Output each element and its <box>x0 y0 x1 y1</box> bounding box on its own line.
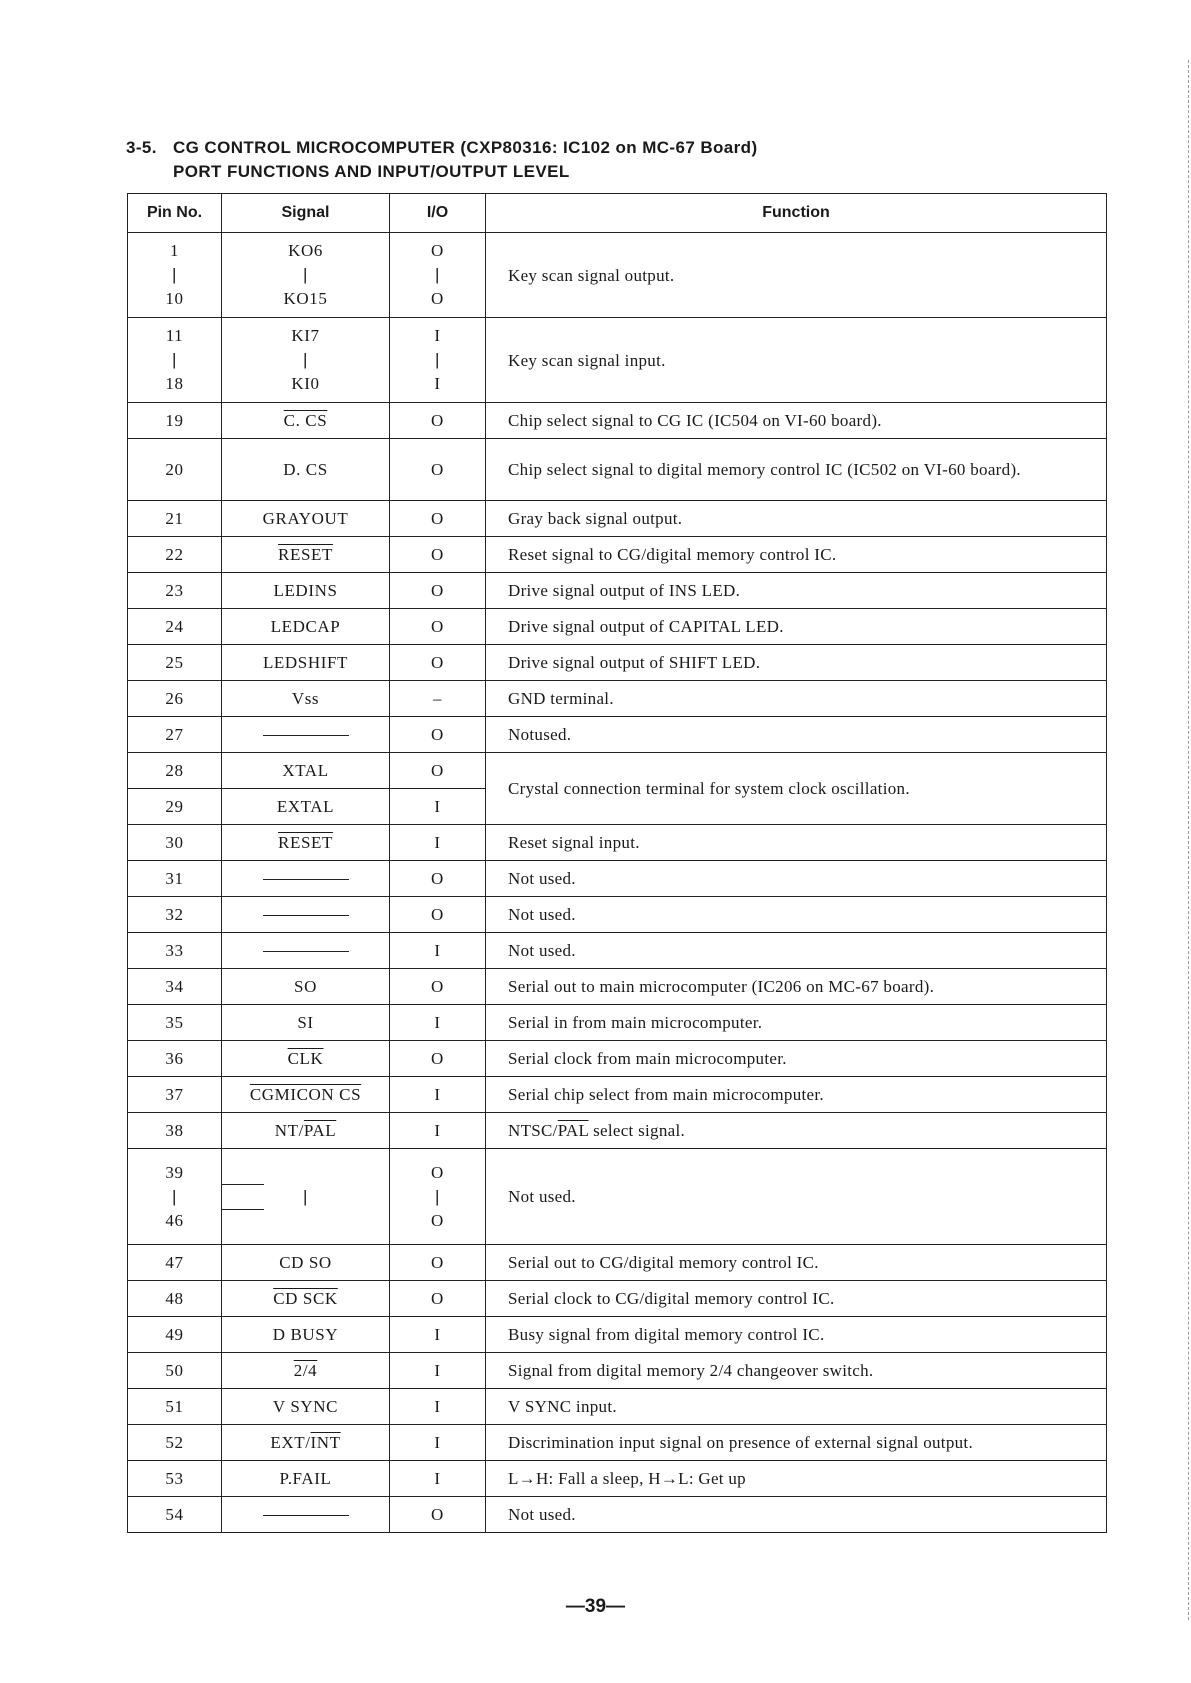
function-cell: Drive signal output of INS LED. <box>486 573 1107 609</box>
io-cell: I | I <box>390 318 486 403</box>
signal-cell: $\overline{CLK}$ <box>222 1041 390 1077</box>
function-cell: Serial chip select from main microcomputer. <box>486 1077 1107 1113</box>
signal-cell: CD SCK <box>222 1281 390 1317</box>
table-row <box>128 1425 1107 1461</box>
function-cell: Not used. <box>486 897 1107 933</box>
pin-cell: 31 <box>128 861 222 897</box>
function-cell: Reset signal to CG/digital memory control IC. <box>486 537 1107 573</box>
table-row <box>128 645 1107 681</box>
function-cell: Not used. <box>486 933 1107 969</box>
pin-cell: 51 <box>128 1389 222 1425</box>
pin-cell: 26 <box>128 681 222 717</box>
signal-cell: RESET <box>222 537 390 573</box>
signal-cell: XTAL <box>222 753 390 789</box>
pin-cell: 50 <box>128 1353 222 1389</box>
io-cell: I <box>390 1077 486 1113</box>
io-cell: O <box>390 609 486 645</box>
page-number: —39— <box>565 1596 626 1617</box>
pin-cell: 35 <box>128 1005 222 1041</box>
signal-cell: V SYNC <box>222 1389 390 1425</box>
pin-cell: 48 <box>128 1281 222 1317</box>
col-header-pin: Pin No. <box>128 194 222 233</box>
table-row <box>128 501 1107 537</box>
function-cell: V SYNC input. <box>486 1389 1107 1425</box>
unused-signal-dash <box>263 1515 349 1516</box>
col-header-signal: Signal <box>222 194 390 233</box>
function-cell: Crystal connection terminal for system clock oscillation. <box>486 753 1107 825</box>
function-cell: Serial in from main microcomputer. <box>486 1005 1107 1041</box>
table-row <box>128 1113 1107 1149</box>
section-heading <box>126 136 758 184</box>
section-number: 3-5. <box>126 138 157 157</box>
signal-cell: C. CS <box>222 403 390 439</box>
io-cell: O <box>390 645 486 681</box>
io-cell: O <box>390 753 486 789</box>
table-row <box>128 1149 1107 1245</box>
function-cell: Chip select signal to digital memory control IC (IC502 on VI-60 board). <box>486 439 1107 501</box>
io-cell: O <box>390 1497 486 1533</box>
pin-cell: 28 <box>128 753 222 789</box>
pin-cell: 29 <box>128 789 222 825</box>
table-row <box>128 1497 1107 1533</box>
io-cell: O <box>390 439 486 501</box>
table-row <box>128 609 1107 645</box>
unused-signal-dash <box>222 1209 264 1210</box>
pin-cell: 1 | 10 <box>128 233 222 318</box>
signal-cell: Vss <box>222 681 390 717</box>
function-cell: NTSC/$\overline{PAL}$ select signal. <box>486 1113 1107 1149</box>
io-cell: O <box>390 1041 486 1077</box>
signal-cell: KO6 | KO15 <box>222 233 390 318</box>
pin-cell: 47 <box>128 1245 222 1281</box>
function-cell: Busy signal from digital memory control IC. <box>486 1317 1107 1353</box>
io-cell: O <box>390 969 486 1005</box>
pin-cell: 39 | 46 <box>128 1149 222 1245</box>
function-cell: Drive signal output of CAPITAL LED. <box>486 609 1107 645</box>
signal-cell: KI7 | KI0 <box>222 318 390 403</box>
signal-cell: | <box>222 1149 390 1245</box>
io-cell: I <box>390 1353 486 1389</box>
pin-cell: 37 <box>128 1077 222 1113</box>
table-row <box>128 1245 1107 1281</box>
signal-cell <box>222 897 390 933</box>
function-cell: Gray back signal output. <box>486 501 1107 537</box>
pin-cell: 53 <box>128 1461 222 1497</box>
table-header-row <box>128 194 1107 233</box>
pin-cell: 36 <box>128 1041 222 1077</box>
table-row <box>128 573 1107 609</box>
table-row <box>128 897 1107 933</box>
io-cell: I <box>390 789 486 825</box>
table-row <box>128 403 1107 439</box>
col-header-function: Function <box>486 194 1107 233</box>
pin-cell: 49 <box>128 1317 222 1353</box>
io-cell: O <box>390 573 486 609</box>
table-row <box>128 681 1107 717</box>
table-row <box>128 233 1107 318</box>
function-cell: GND terminal. <box>486 681 1107 717</box>
table-row <box>128 1077 1107 1113</box>
io-cell: I <box>390 1317 486 1353</box>
io-cell: O <box>390 861 486 897</box>
io-cell: – <box>390 681 486 717</box>
col-header-io: I/O <box>390 194 486 233</box>
pin-cell: 27 <box>128 717 222 753</box>
io-cell: O <box>390 1245 486 1281</box>
io-cell: I <box>390 1461 486 1497</box>
signal-cell: LEDSHIFT <box>222 645 390 681</box>
pin-cell: 33 <box>128 933 222 969</box>
io-cell: O <box>390 717 486 753</box>
signal-cell: P.FAIL <box>222 1461 390 1497</box>
signal-cell: LEDINS <box>222 573 390 609</box>
pin-cell: 25 <box>128 645 222 681</box>
signal-cell <box>222 717 390 753</box>
unused-signal-dash <box>263 735 349 736</box>
pin-cell: 38 <box>128 1113 222 1149</box>
table-row <box>128 825 1107 861</box>
signal-cell: RESET <box>222 825 390 861</box>
table-row <box>128 969 1107 1005</box>
signal-cell: SI <box>222 1005 390 1041</box>
table-row <box>128 1317 1107 1353</box>
function-cell: Not used. <box>486 861 1107 897</box>
pin-cell: 24 <box>128 609 222 645</box>
function-cell: L→H: Fall a sleep, H→L: Get up <box>486 1461 1107 1497</box>
table-row <box>128 1461 1107 1497</box>
function-cell: Not used. <box>486 1497 1107 1533</box>
io-cell: I <box>390 1005 486 1041</box>
table-row <box>128 717 1107 753</box>
signal-cell: EXT/$\overline{INT}$ <box>222 1425 390 1461</box>
io-cell: O <box>390 501 486 537</box>
signal-cell <box>222 861 390 897</box>
signal-cell: 2/4 <box>222 1353 390 1389</box>
section-subtitle: PORT FUNCTIONS AND INPUT/OUTPUT LEVEL <box>173 162 570 181</box>
table-row <box>128 439 1107 501</box>
unused-signal-dash <box>263 879 349 880</box>
pin-cell: 32 <box>128 897 222 933</box>
pin-cell: 52 <box>128 1425 222 1461</box>
signal-cell: GRAYOUT <box>222 501 390 537</box>
signal-cell: $NT/\overline{PAL}$ <box>222 1113 390 1149</box>
table-row <box>128 1005 1107 1041</box>
io-cell: O <box>390 537 486 573</box>
pin-cell: 22 <box>128 537 222 573</box>
signal-cell: D. CS <box>222 439 390 501</box>
pin-cell: 54 <box>128 1497 222 1533</box>
pin-cell: 34 <box>128 969 222 1005</box>
table-row <box>128 1389 1107 1425</box>
io-cell: I <box>390 825 486 861</box>
io-cell: I <box>390 1425 486 1461</box>
io-cell: I <box>390 933 486 969</box>
pin-cell: 21 <box>128 501 222 537</box>
io-cell: I <box>390 1389 486 1425</box>
page-edge-marks <box>1188 60 1189 1620</box>
pin-cell: 20 <box>128 439 222 501</box>
function-cell: Serial out to main microcomputer (IC206 on MC-67 board). <box>486 969 1107 1005</box>
table-row <box>128 861 1107 897</box>
function-cell: Drive signal output of SHIFT LED. <box>486 645 1107 681</box>
function-cell: Chip select signal to CG IC (IC504 on VI-60 board). <box>486 403 1107 439</box>
io-cell: O <box>390 897 486 933</box>
function-cell: Signal from digital memory 2/4 changeover switch. <box>486 1353 1107 1389</box>
io-cell: O <box>390 403 486 439</box>
signal-cell: EXTAL <box>222 789 390 825</box>
pin-cell: 23 <box>128 573 222 609</box>
signal-cell: CGMICON CS <box>222 1077 390 1113</box>
port-functions-table <box>127 193 1107 1533</box>
function-cell: Serial out to CG/digital memory control IC. <box>486 1245 1107 1281</box>
table-row <box>128 933 1107 969</box>
pin-cell: 11 | 18 <box>128 318 222 403</box>
table-row <box>128 537 1107 573</box>
unused-signal-dash <box>263 915 349 916</box>
signal-cell: LEDCAP <box>222 609 390 645</box>
function-cell: Serial clock from main microcomputer. <box>486 1041 1107 1077</box>
function-cell: Discrimination input signal on presence of external signal output. <box>486 1425 1107 1461</box>
signal-cell <box>222 1497 390 1533</box>
pin-cell: 30 <box>128 825 222 861</box>
table-row <box>128 753 1107 789</box>
io-cell: I <box>390 1113 486 1149</box>
table-row <box>128 1281 1107 1317</box>
function-cell: Reset signal input. <box>486 825 1107 861</box>
signal-cell: D BUSY <box>222 1317 390 1353</box>
function-cell: Key scan signal output. <box>486 233 1107 318</box>
table-row <box>128 1041 1107 1077</box>
function-cell: Not used. <box>486 1149 1107 1245</box>
io-cell: O | O <box>390 233 486 318</box>
pin-cell: 19 <box>128 403 222 439</box>
function-cell: Key scan signal input. <box>486 318 1107 403</box>
io-cell: O | O <box>390 1149 486 1245</box>
function-cell: Notused. <box>486 717 1107 753</box>
table-row <box>128 1353 1107 1389</box>
signal-cell <box>222 933 390 969</box>
signal-cell: SO <box>222 969 390 1005</box>
table-row <box>128 318 1107 403</box>
io-cell: O <box>390 1281 486 1317</box>
section-title: CG CONTROL MICROCOMPUTER (CXP80316: IC102 on MC-67 Board) <box>173 138 758 157</box>
signal-cell: CD SO <box>222 1245 390 1281</box>
unused-signal-dash <box>263 951 349 952</box>
function-cell: Serial clock to CG/digital memory control IC. <box>486 1281 1107 1317</box>
